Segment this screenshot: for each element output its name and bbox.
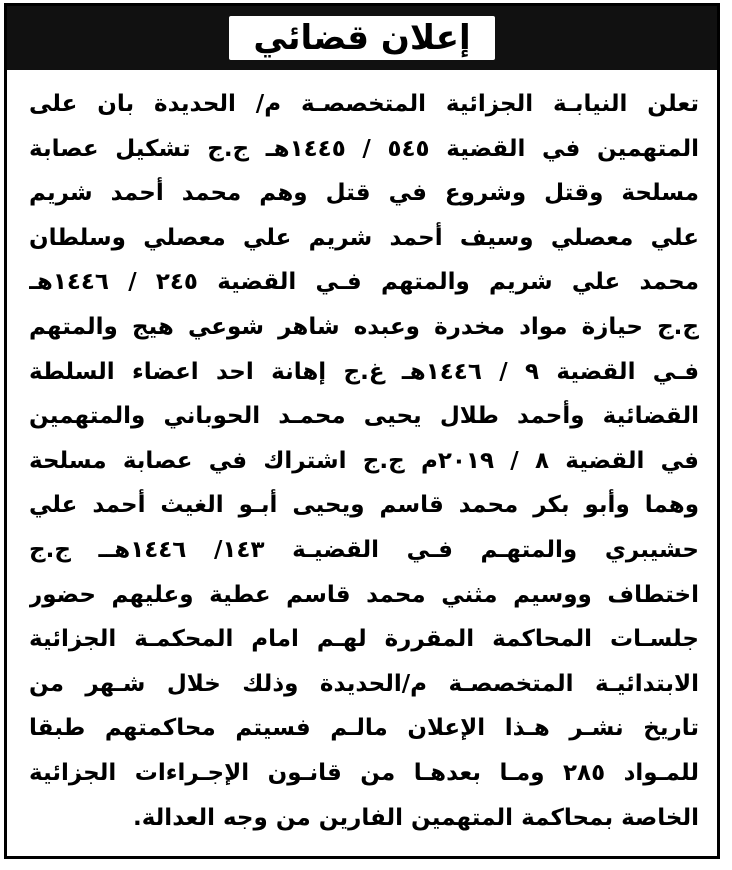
notice-line-11: حشيبري والمتهـم فـي القضيـة ١٤٣/ ١٤٤٦هــ ج.ج [29,536,699,563]
notice-title: إعلان قضائي [229,16,494,60]
notice-line-3: مسلحة وقتل وشروع في قتل وهم محمد أحمد شريم [29,180,699,207]
notice-body [29,82,699,840]
title-bar [7,6,717,70]
notice-line-1: تعلن النيابـة الجزائية المتخصصـة م/ الحديدة بان على [29,91,699,117]
notice-line-12: اختطاف ووسيم مثني محمد قاسم عطية وعليهم حضور [29,581,699,608]
notice-line-10: وهما وأبو بكر محمد قاسم ويحيى أبـو الغيث أحمد علي [29,492,699,519]
judicial-notice [4,3,720,859]
notice-line-2: المتهمين في القضية ٥٤٥ / ١٤٤٥هـ ج.ج تشكيل عصابة [29,135,699,162]
notice-line-7: فـي القضية ٩ / ١٤٤٦هـ غ.ج إهانة احد اعضاء السلطة [29,358,699,385]
notice-line-16: للمـواد ٢٨٥ ومـا بعدهـا من قانـون الإجـراءات الجزائية [29,759,699,786]
notice-line-14: الابتدائيـة المتخصصـة م/الحديدة وذلك خلال شـهر من [29,670,699,697]
notice-line-5: محمد علي شريم والمتهم فـي القضية ٢٤٥ / ١٤٤٦هـ [29,269,699,296]
notice-line-9: في القضية ٨ / ٢٠١٩م ج.ج اشتراك في عصابة مسلحة [29,447,699,474]
notice-line-8: القضائية وأحمد طلال يحيى محمـد الحوباني والمتهمين [29,403,699,430]
notice-line-13: جلسـات المحاكمة المقررة لهـم امام المحكمـة الجزائية [29,626,699,653]
notice-line-17: الخاصة بمحاكمة المتهمين الفارين من وجه العدالة. [132,804,699,831]
notice-line-6: ج.ج حيازة مواد مخدرة وعبده شاهر شوعي هيج والمتهم [29,313,699,340]
notice-line-15: تاريخ نشـر هـذا الإعلان مالـم فسيتم محاكمتهم طبقا [29,715,699,742]
notice-line-4: علي معصلي وسيف أحمد شريم علي معصلي وسلطان [29,224,699,251]
